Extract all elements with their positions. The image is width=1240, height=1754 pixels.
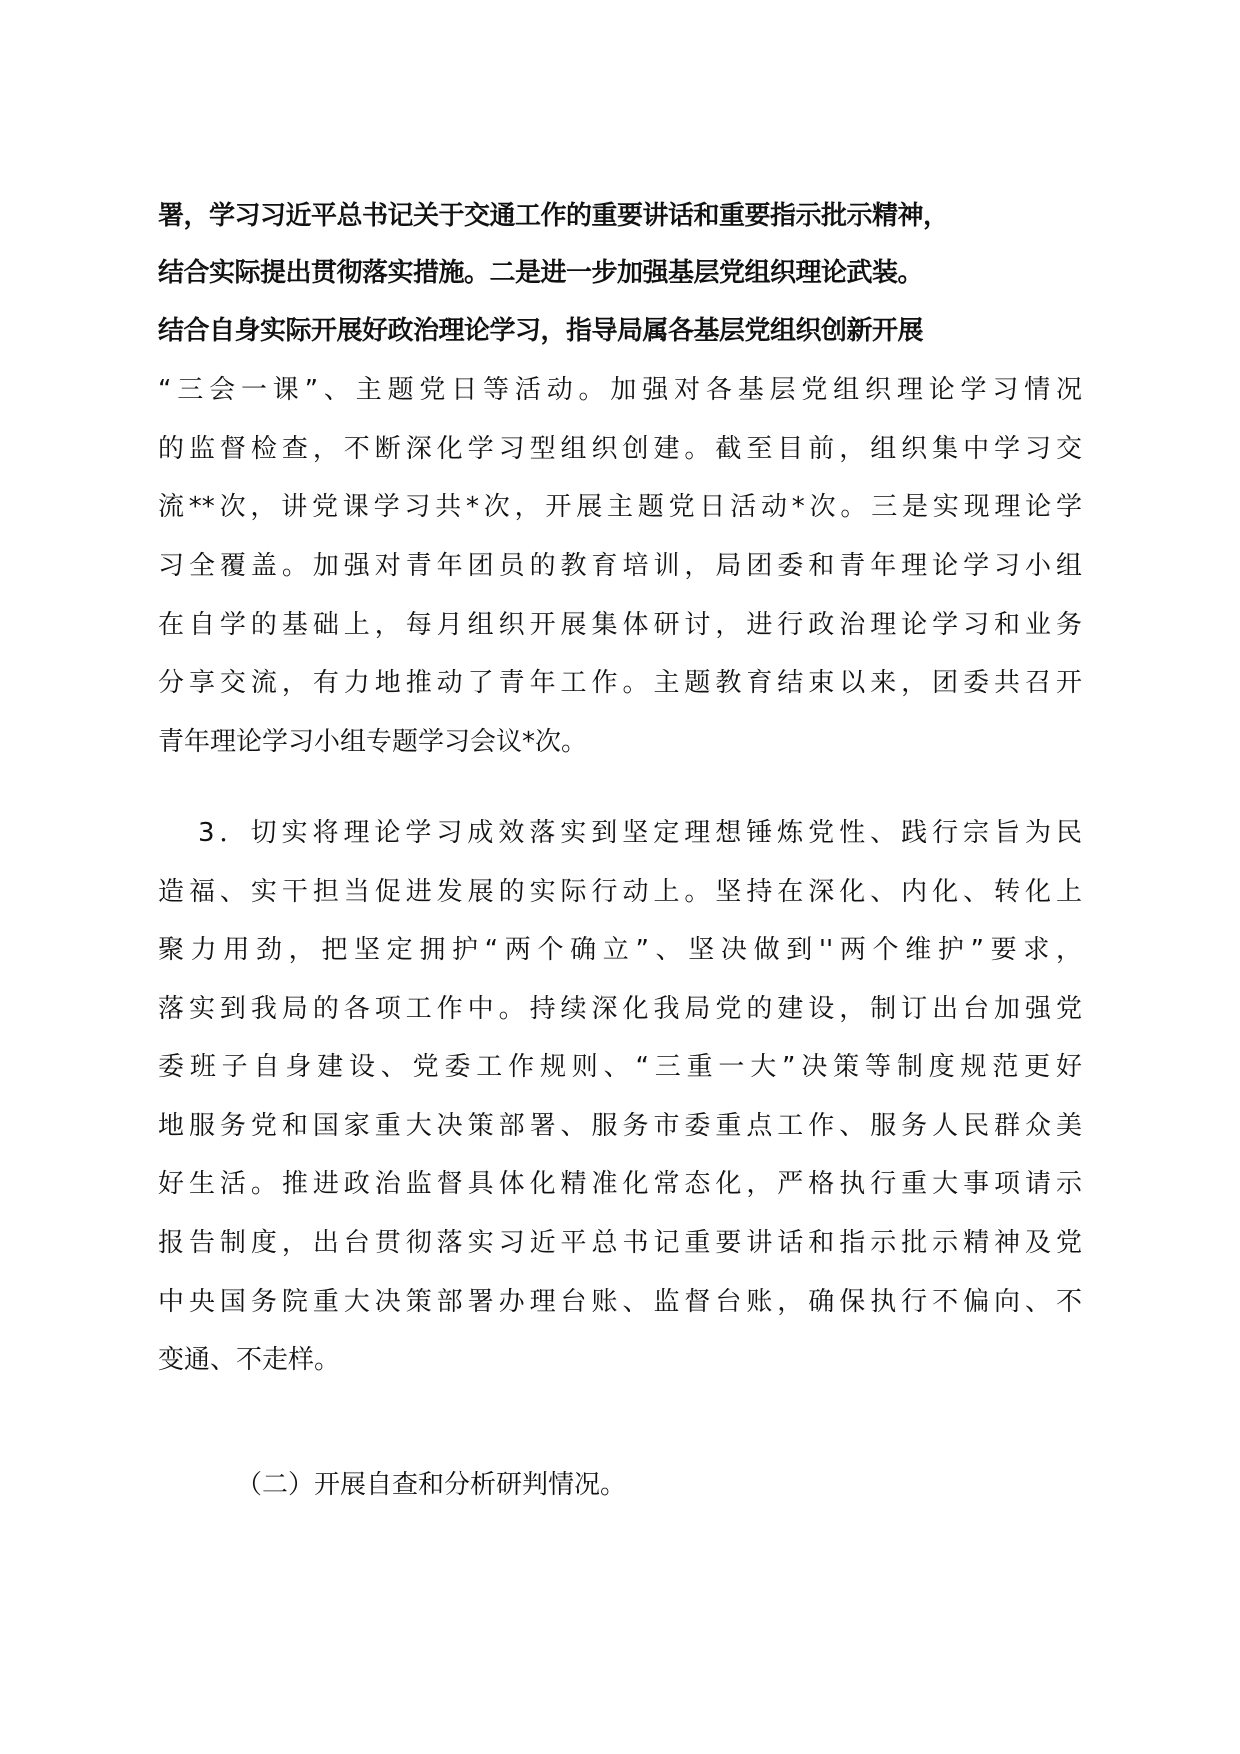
text-line: 落实到我局的各项工作中。持续深化我局党的建设，制订出台加强党 bbox=[158, 994, 1082, 1024]
text-line: 变通、不走样。 bbox=[158, 1345, 341, 1375]
text-line: 委班子自身建设、党委工作规则、“三重一大”决策等制度规范更好 bbox=[158, 1052, 1082, 1082]
text-line: 造福、实干担当促进发展的实际行动上。坚持在深化、内化、转化上 bbox=[158, 877, 1082, 907]
text-line: 的监督检查，不断深化学习型组织创建。截至目前，组织集中学习交 bbox=[158, 434, 1082, 464]
text-line: 地服务党和国家重大决策部署、服务市委重点工作、服务人民群众美 bbox=[158, 1111, 1082, 1141]
text-line: 分享交流，有力地推动了青年工作。主题教育结束以来，团委共召开 bbox=[158, 668, 1082, 698]
text-line: 署，学习习近平总书记关于交通工作的重要讲话和重要指示批示精神， bbox=[158, 201, 949, 231]
text-line: 聚力用劲，把坚定拥护“两个确立”、坚决做到''两个维护”要求， bbox=[158, 935, 1082, 965]
text-line: 结合实际提出贯彻落实措施。二是进一步加强基层党组织理论武装。 bbox=[158, 258, 924, 288]
section-heading: （二）开展自查和分析研判情况。 bbox=[236, 1470, 627, 1500]
text-line: 在自学的基础上，每月组织开展集体研讨，进行政治理论学习和业务 bbox=[158, 610, 1082, 640]
text-line: 青年理论学习小组专题学习会议*次。 bbox=[158, 727, 588, 757]
text-line: “三会一课”、主题党日等活动。加强对各基层党组织理论学习情况 bbox=[158, 375, 1082, 405]
text-line: 习全覆盖。加强对青年团员的教育培训，局团委和青年理论学习小组 bbox=[158, 551, 1082, 581]
text-line: 中央国务院重大决策部署办理台账、监督台账，确保执行不偏向、不 bbox=[158, 1287, 1082, 1317]
text-line: 报告制度，出台贯彻落实习近平总书记重要讲话和指示批示精神及党 bbox=[158, 1228, 1082, 1258]
text-line: 结合自身实际开展好政治理论学习，指导局属各基层党组织创新开展 bbox=[158, 316, 924, 346]
text-line: 流**次，讲党课学习共*次，开展主题党日活动*次。三是实现理论学 bbox=[158, 492, 1082, 522]
text-line: 好生活。推进政治监督具体化精准化常态化，严格执行重大事项请示 bbox=[158, 1169, 1082, 1199]
text-line: 3．切实将理论学习成效落实到坚定理想锤炼党性、践行宗旨为民 bbox=[198, 818, 1082, 848]
